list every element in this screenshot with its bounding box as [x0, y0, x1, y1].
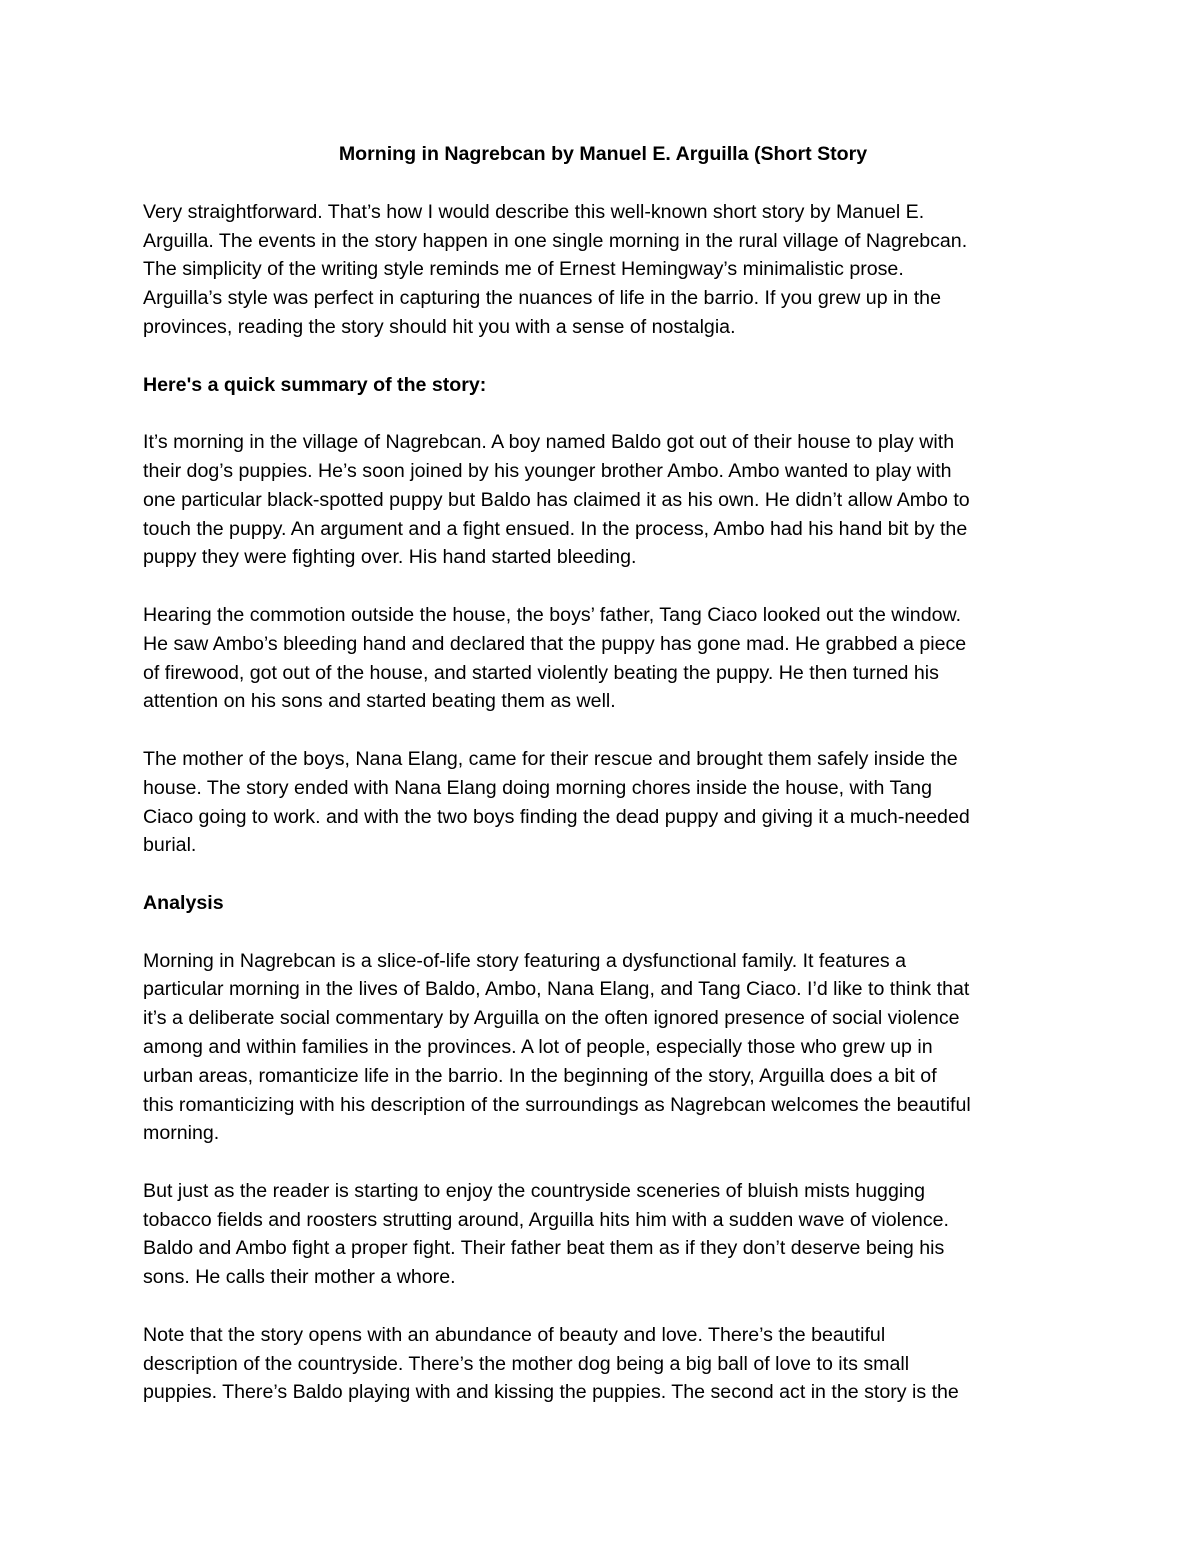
- summary-heading: Here's a quick summary of the story:: [143, 373, 487, 396]
- paragraph-summary-1: [143, 428, 1063, 572]
- text-line: of firewood, got out of the house, and started violently beating the puppy. He then turned his: [143, 661, 939, 684]
- document-title: Morning in Nagrebcan by Manuel E. Arguilla (Short Story: [338, 143, 868, 165]
- analysis-heading: Analysis: [143, 891, 224, 914]
- text-line: The mother of the boys, Nana Elang, came for their rescue and brought them safely inside the: [143, 747, 958, 770]
- paragraph-analysis-2: [143, 1177, 1063, 1292]
- text-line: particular morning in the lives of Baldo, Ambo, Nana Elang, and Tang Ciaco. I’d like to think that: [143, 978, 970, 1001]
- text-line: puppies. There’s Baldo playing with and kissing the puppies. The second act in the story is the: [143, 1381, 959, 1404]
- text-line: tobacco fields and roosters strutting around, Arguilla hits him with a sudden wave of violence.: [143, 1208, 949, 1231]
- text-line: description of the countryside. There’s the mother dog being a big ball of love to its small: [143, 1352, 910, 1375]
- text-line: Ciaco going to work. and with the two boys finding the dead puppy and giving it a much-needed: [143, 805, 970, 828]
- text-line: their dog’s puppies. He’s soon joined by his younger brother Ambo. Ambo wanted to play with: [143, 459, 952, 482]
- text-line: house. The story ended with Nana Elang doing morning chores inside the house, with Tang: [143, 776, 932, 799]
- document-body: [143, 140, 1063, 1436]
- text-line: Very straightforward. That’s how I would describe this well-known short story by Manuel E.: [143, 200, 925, 223]
- paragraph-summary-3: [143, 745, 1063, 860]
- paragraph-analysis-1: [143, 947, 1063, 1149]
- paragraph-summary-2: [143, 601, 1063, 716]
- text-line: Note that the story opens with an abundance of beauty and love. There’s the beautiful: [143, 1323, 886, 1346]
- text-line: Arguilla. The events in the story happen in one single morning in the rural village of Nagrebcan.: [143, 229, 968, 252]
- text-line: attention on his sons and started beating them as well.: [143, 690, 616, 713]
- text-line: one particular black-spotted puppy but Baldo has claimed it as his own. He didn’t allow Ambo to: [143, 488, 970, 511]
- text-line: He saw Ambo’s bleeding hand and declared that the puppy has gone mad. He grabbed a piece: [143, 632, 967, 655]
- text-line: sons. He calls their mother a whore.: [143, 1266, 456, 1289]
- text-line: burial.: [143, 834, 197, 857]
- text-line: Arguilla’s style was perfect in capturing the nuances of life in the barrio. If you grew up in the: [143, 287, 941, 310]
- text-line: But just as the reader is starting to enjoy the countryside sceneries of bluish mists hugging: [143, 1179, 925, 1202]
- text-line: It’s morning in the village of Nagrebcan. A boy named Baldo got out of their house to play with: [143, 431, 955, 454]
- text-line: puppy they were fighting over. His hand started bleeding.: [143, 546, 637, 569]
- text-line: touch the puppy. An argument and a fight ensued. In the process, Ambo had his hand bit by the: [143, 517, 968, 540]
- text-line: The simplicity of the writing style reminds me of Ernest Hemingway’s minimalistic prose.: [143, 258, 904, 281]
- text-line: morning.: [143, 1122, 220, 1145]
- paragraph-intro: [143, 198, 1063, 342]
- text-line: it’s a deliberate social commentary by Arguilla on the often ignored presence of social violence: [143, 1007, 960, 1030]
- paragraph-analysis-3: [143, 1321, 1063, 1407]
- text-line: Baldo and Ambo fight a proper fight. Their father beat them as if they don’t deserve being his: [143, 1237, 945, 1260]
- text-line: urban areas, romanticize life in the barrio. In the beginning of the story, Arguilla does a bit of: [143, 1064, 937, 1087]
- text-line: among and within families in the provinces. A lot of people, especially those who grew up in: [143, 1035, 933, 1058]
- text-line: Hearing the commotion outside the house, the boys’ father, Tang Ciaco looked out the window.: [143, 603, 962, 626]
- text-line: Morning in Nagrebcan is a slice-of-life story featuring a dysfunctional family. It features a: [143, 949, 907, 972]
- text-line: this romanticizing with his description of the surroundings as Nagrebcan welcomes the beautiful: [143, 1093, 971, 1116]
- text-line: provinces, reading the story should hit you with a sense of nostalgia.: [143, 315, 736, 338]
